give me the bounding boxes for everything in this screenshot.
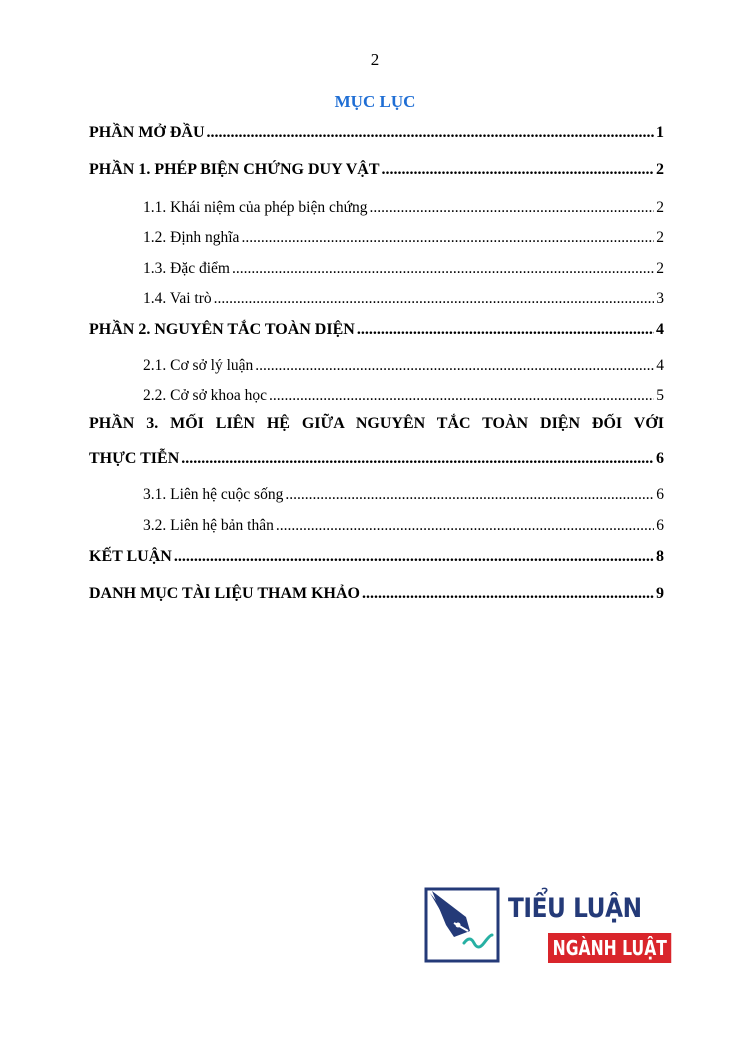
toc-entry-page: 4 [656,357,664,374]
toc-entry-page: 5 [656,387,664,404]
dot-leader [362,585,654,603]
dot-leader [207,124,654,142]
dot-leader [181,450,654,468]
toc-entry-page: 8 [656,548,664,565]
dot-leader [232,260,654,278]
dot-leader [241,229,654,247]
logo-subtitle: NGÀNH LUẬT [548,933,672,963]
toc-entry-page: 1 [656,124,664,141]
dot-leader [382,161,654,179]
toc-entry-page: 4 [656,321,664,338]
toc-title: MỤC LỤC [334,92,416,111]
dot-leader [357,321,654,339]
toc-entry-label: 1.2. Định nghĩa [143,229,240,246]
toc-entry-1-3[interactable] [89,260,664,278]
toc-entry-page: 6 [656,517,664,534]
toc-entry-1-2[interactable] [89,229,664,247]
toc-entry-page: 2 [656,260,664,277]
toc-entry-page: 6 [656,450,664,467]
dot-leader [369,199,654,217]
toc-entry-phan-2[interactable] [89,321,664,339]
toc-entry-2-1[interactable] [89,357,664,375]
dot-leader [255,357,654,375]
toc-entry-label: DANH MỤC TÀI LIỆU THAM KHẢO [89,585,360,602]
dot-leader [285,486,654,504]
toc-entry-2-2[interactable] [89,387,664,405]
page-number: 2 [370,50,380,69]
toc-entry-label: 1.3. Đặc điểm [143,260,230,277]
logo-title: TIỂU LUẬN [508,893,642,924]
toc-entry-phan-3-line1[interactable]: PHẦN 3. MỐI LIÊN HỆ GIỮA NGUYÊN TẮC TOÀN DIỆN ĐỐI VỚI [89,415,664,432]
toc-entry-page: 2 [656,199,664,216]
toc-entry-1-1[interactable] [89,199,664,217]
toc-entry-3-1[interactable] [89,486,664,504]
toc-entry-label: PHẦN MỞ ĐẦU [89,124,205,141]
dot-leader [174,548,654,566]
toc-entry-1-4[interactable] [89,290,664,308]
logo [424,887,669,967]
toc-entry-label: 2.1. Cơ sở lý luận [143,357,254,374]
toc-entry-label: PHẦN 1. PHÉP BIỆN CHỨNG DUY VẬT [89,161,380,178]
toc-entry-ket-luan[interactable] [89,548,664,566]
toc-entry-label: THỰC TIỄN [89,450,180,467]
toc-entry-phan-3[interactable] [89,450,664,468]
toc-entry-label: 3.2. Liên hệ bản thân [143,517,274,534]
toc-entry-3-2[interactable] [89,517,664,535]
fountain-pen-nib-icon [424,887,500,963]
toc-entry-label: KẾT LUẬN [89,548,172,565]
toc-entry-label: 1.4. Vai trò [143,290,212,307]
toc-entry-page: 6 [656,486,664,503]
dot-leader [276,517,654,535]
toc-entry-page: 3 [656,290,664,307]
toc-entry-phan-1[interactable] [89,161,664,179]
dot-leader [269,387,654,405]
dot-leader [214,290,655,308]
toc-entry-page: 2 [656,229,664,246]
toc-entry-phan-mo-dau[interactable] [89,124,664,142]
toc-entry-label: 1.1. Khái niệm của phép biện chứng [143,199,368,216]
toc-entry-page: 9 [656,585,664,602]
toc-entry-label: 3.1. Liên hệ cuộc sống [143,486,284,503]
toc-entry-label: PHẦN 2. NGUYÊN TẮC TOÀN DIỆN [89,321,355,338]
toc-entry-danh-muc[interactable] [89,585,664,603]
toc-entry-page: 2 [656,161,664,178]
toc-entry-label: 2.2. Cở sở khoa học [143,387,268,404]
